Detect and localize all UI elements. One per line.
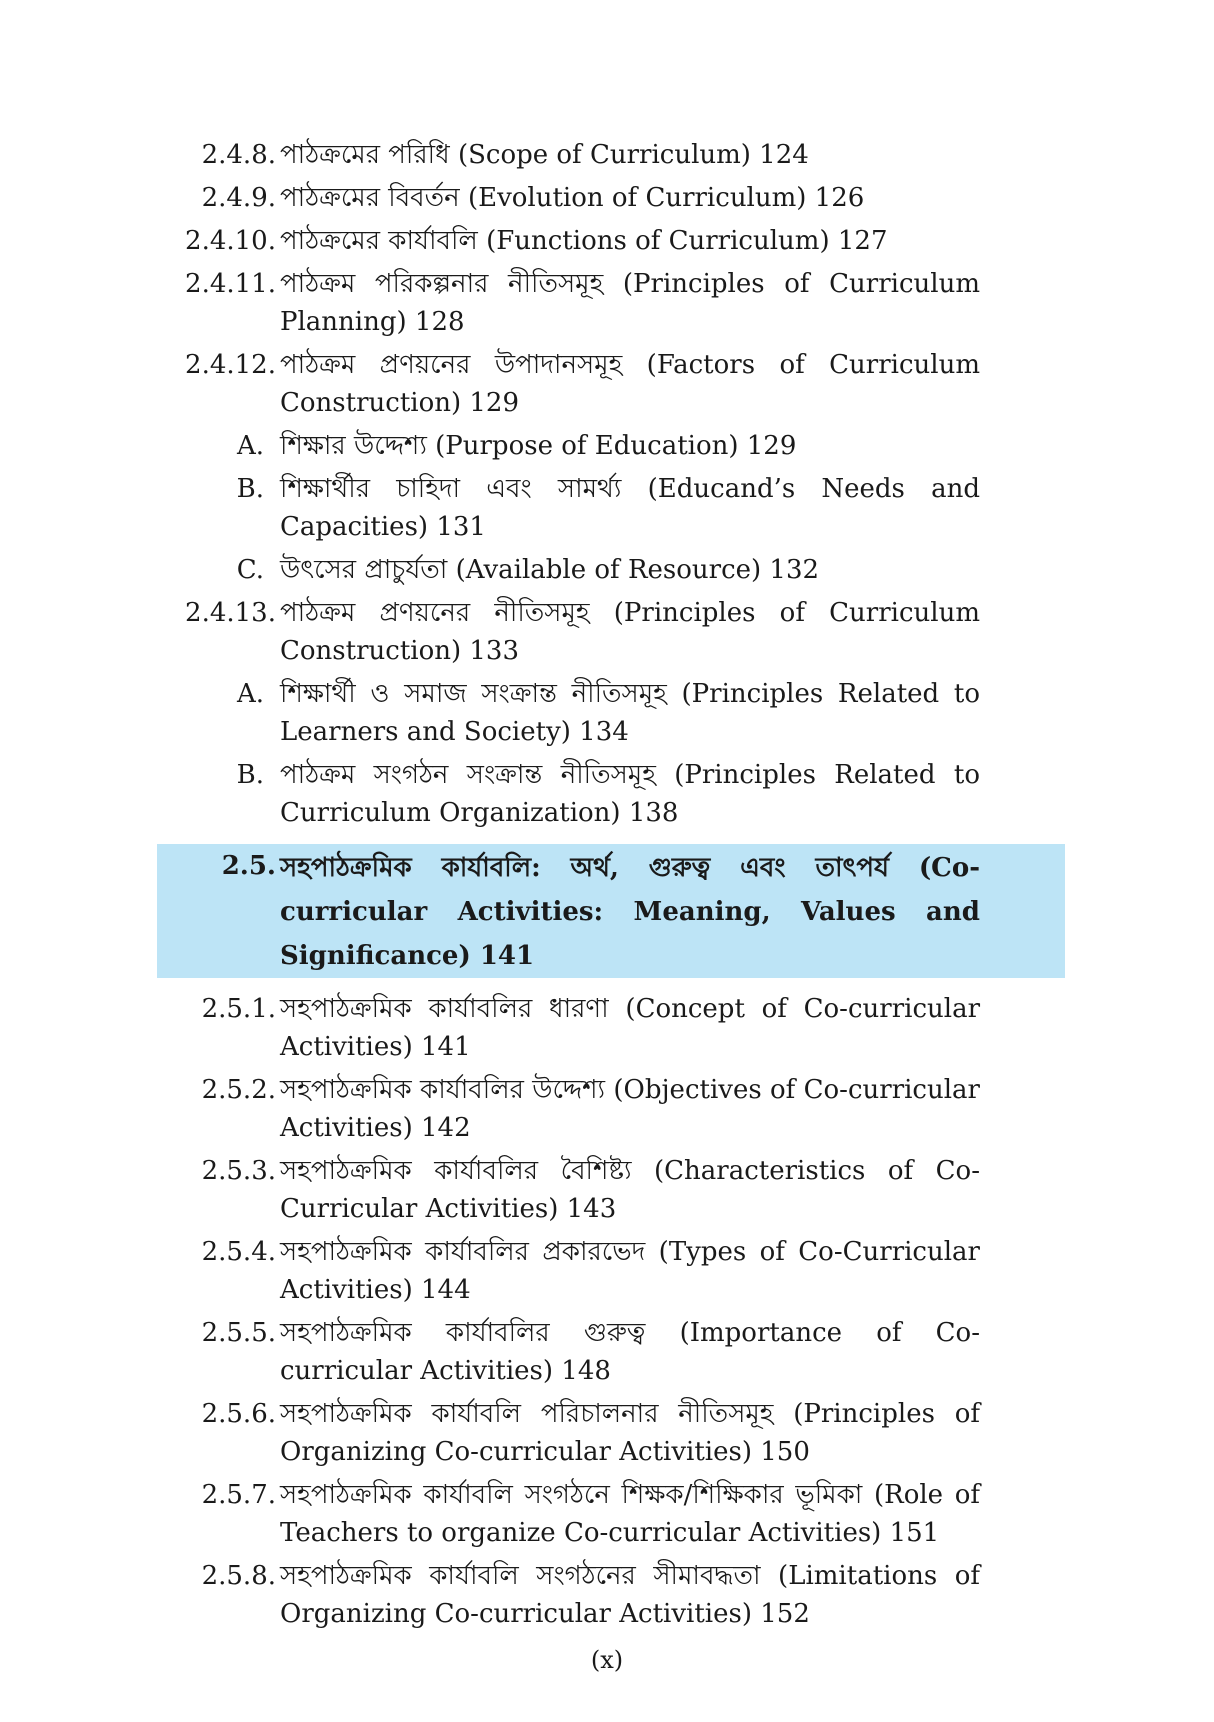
toc-entry-2-4-8	[0, 136, 1214, 174]
toc-subentry-2-4-12-a	[0, 427, 1214, 465]
toc-entry-text: উৎসের প্রাচুর্যতা (Available of Resource) 132	[280, 555, 820, 585]
toc-entry-number: 2.5.8.	[201, 1561, 276, 1591]
toc-entry-2-4-11	[0, 265, 1214, 341]
toc-entry-text: পাঠক্রমের কার্যাবলি (Functions of Curriculum) 127	[280, 226, 888, 256]
toc-entry-text: সহপাঠক্রমিক কার্যাবলি সংগঠনের সীমাবদ্ধতা (Limitations of Organizing Co-curricular Activities) 152	[280, 1561, 980, 1629]
toc-section-number: 2.5.	[221, 851, 276, 881]
toc-entry-text: সহপাঠক্রমিক কার্যাবলির বৈশিষ্ট্য (Characteristics of Co-Curricular Activities) 143	[280, 1156, 980, 1224]
toc-entry-number: 2.5.2.	[201, 1075, 276, 1105]
toc-subentry-2-4-12-b	[0, 470, 1214, 546]
toc-entry-2-5-5	[0, 1314, 1214, 1390]
toc-entry-2-5-1	[0, 990, 1214, 1066]
toc-entry-text: সহপাঠক্রমিক কার্যাবলি সংগঠনে শিক্ষক/শিক্ষিকার ভূমিকা (Role of Teachers to organize Co-curricular Activities) 151	[280, 1480, 980, 1548]
toc-entry-text: সহপাঠক্রমিক কার্যাবলির ধারণা (Concept of Co-curricular Activities) 141	[280, 994, 980, 1062]
toc-entry-2-5-2	[0, 1071, 1214, 1147]
toc-entry-text: সহপাঠক্রমিক কার্যাবলির প্রকারভেদ (Types of Co-Curricular Activities) 144	[280, 1237, 980, 1305]
toc-entry-text: পাঠক্রম পরিকল্পনার নীতিসমূহ (Principles of Curriculum Planning) 128	[280, 269, 980, 337]
toc-entry-text: শিক্ষার্থী ও সমাজ সংক্রান্ত নীতিসমূহ (Principles Related to Learners and Society) 134	[280, 679, 980, 747]
toc-subentry-2-4-13-a	[0, 675, 1214, 751]
page-number: (x)	[590, 1646, 624, 1674]
toc-entry-number: 2.4.9.	[201, 183, 276, 213]
toc-entry-number: 2.5.4.	[201, 1237, 276, 1267]
toc-entry-number: 2.4.8.	[201, 140, 276, 170]
toc-entry-number: 2.5.5.	[201, 1318, 276, 1348]
toc-entry-letter: C.	[236, 555, 264, 585]
toc-entry-text: সহপাঠক্রমিক কার্যাবলির উদ্দেশ্য (Objectives of Co-curricular Activities) 142	[280, 1075, 980, 1143]
toc-entry-letter: A.	[236, 679, 264, 709]
toc-entry-text: শিক্ষার্থীর চাহিদা এবং সামর্থ্য (Educand’s Needs and Capacities) 131	[280, 474, 980, 542]
toc-entry-number: 2.5.6.	[201, 1399, 276, 1429]
toc-entry-2-5-6	[0, 1395, 1214, 1471]
toc-entry-text: সহপাঠক্রমিক কার্যাবলি পরিচালনার নীতিসমূহ (Principles of Organizing Co-curricular Activities) 150	[280, 1399, 980, 1467]
toc-entry-2-4-12	[0, 346, 1214, 422]
toc-entry-2-5-7	[0, 1476, 1214, 1552]
toc-entry-text: পাঠক্রম সংগঠন সংক্রান্ত নীতিসমূহ (Principles Related to Curriculum Organization) 138	[280, 760, 980, 828]
toc-section-title: সহপাঠক্রমিক কার্যাবলি: অর্থ, গুরুত্ব এবং তাৎপর্য (Co-curricular Activities: Meaning, Values and Significance) 141	[280, 853, 980, 971]
toc-entry-number: 2.5.3.	[201, 1156, 276, 1186]
toc-section-2-5-highlighted	[157, 844, 1065, 978]
toc-entry-number: 2.4.13.	[185, 598, 276, 628]
toc-entry-text: সহপাঠক্রমিক কার্যাবলির গুরুত্ব (Importance of Co-curricular Activities) 148	[280, 1318, 980, 1386]
toc-entry-text: পাঠক্রম প্রণয়নের উপাদানসমূহ (Factors of Curriculum Construction) 129	[280, 350, 980, 418]
toc-entry-letter: B.	[236, 474, 264, 504]
toc-entry-number: 2.4.11.	[185, 269, 276, 299]
toc-entry-text: পাঠক্রমের পরিধি (Scope of Curriculum) 124	[280, 140, 809, 170]
toc-entry-letter: B.	[236, 760, 264, 790]
toc-entry-number: 2.5.7.	[201, 1480, 276, 1510]
toc-entry-number: 2.5.1.	[201, 994, 276, 1024]
toc-entry-text: শিক্ষার উদ্দেশ্য (Purpose of Education) 129	[280, 431, 797, 461]
toc-entry-2-5-3	[0, 1152, 1214, 1228]
toc-entry-text: পাঠক্রম প্রণয়নের নীতিসমূহ (Principles of Curriculum Construction) 133	[280, 598, 980, 666]
toc-entry-letter: A.	[236, 431, 264, 461]
toc-entry-2-4-9	[0, 179, 1214, 217]
toc-entry-2-4-10	[0, 222, 1214, 260]
toc-entry-number: 2.4.10.	[185, 226, 276, 256]
toc-entry-text: পাঠক্রমের বিবর্তন (Evolution of Curriculum) 126	[280, 183, 865, 213]
table-of-contents	[0, 136, 1214, 1638]
toc-entry-number: 2.4.12.	[185, 350, 276, 380]
toc-entry-2-4-13	[0, 594, 1214, 670]
toc-subentry-2-4-12-c	[0, 551, 1214, 589]
toc-entry-2-5-4	[0, 1233, 1214, 1309]
toc-entry-2-5-8	[0, 1557, 1214, 1633]
toc-subentry-2-4-13-b	[0, 756, 1214, 832]
